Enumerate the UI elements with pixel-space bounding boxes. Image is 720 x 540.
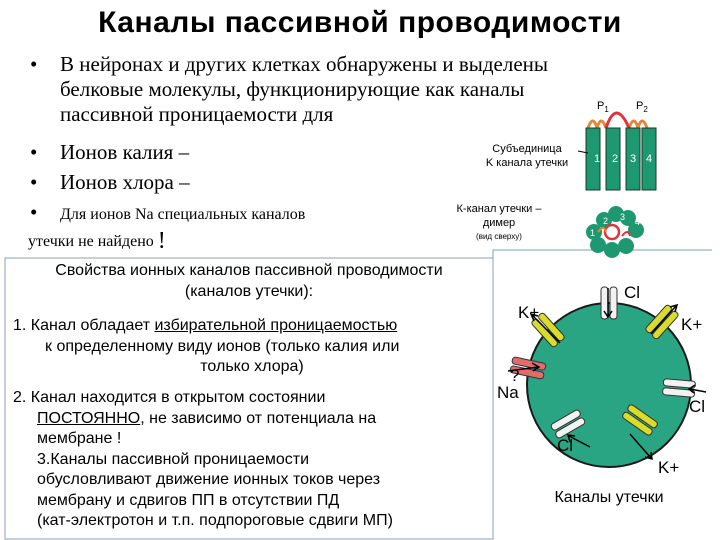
p2-loop [629,121,647,128]
bullet-chlorine-text: Ионов хлора – [60,170,190,194]
subunit-label-1: Субъединица [492,143,562,155]
p1-label: $P_1$ [597,100,609,114]
property-3-line-1: 3.Каналы пассивной проницаемости [37,450,310,468]
subunit-3-num: 3 [630,153,637,165]
bullet-sodium-text: Для ионов Na специальных каналов [60,206,306,223]
properties-header-line-1: Свойства ионных каналов пассивной проводимости [55,262,443,279]
channel-side-view [578,113,656,190]
intro-line-2: белковые молекулы, функционирующие как каналы [60,77,525,101]
property-1-underlined: избирательной проницаемостью [154,317,398,334]
top-label-3: (вид сверху) [476,232,522,241]
top-bead [604,242,620,258]
property-3-line-4: (кат-электротон и т.п. подпороговые сдвиги МП) [37,512,393,529]
top-num-1: 1 [590,228,596,238]
property-2-underlined: ПОСТОЯННО [37,409,141,427]
property-1-line-2: к определенному виду ионов (только калия или [45,337,400,355]
sodium-tail-text: утечки не найдено [28,233,154,250]
property-3-line-2: обусловливают движение ионных токов через [37,471,381,488]
ion-cl-right: Cl [689,397,706,416]
subunit-4-num: 4 [646,153,653,165]
property-2-prefix: 2. Канал находится [13,389,157,406]
property-2-line-3: мембране ! [37,430,122,447]
page-title: Каналы пассивной проводимости [98,6,622,39]
ion-k-topleft: K+ [518,303,540,322]
property-2-rest: в открытом состоянии [161,389,326,406]
intro-line-1-text: В нейронах и других клетках обнаружены и выделены [60,52,549,76]
ion-na: Na [497,383,519,402]
top-bead [590,237,606,253]
property-3-line-3: мембрану и сдвигов ПП в отсутствии ПД [37,491,340,509]
bullet-potassium-text: Ионов калия – [60,140,190,164]
top-pore [605,225,619,239]
ion-k-right: K+ [681,315,703,334]
top-label-1: К-канал утечки – [456,203,542,215]
ion-k-bottom: K+ [658,458,680,477]
properties-header-line-2: (каналов утечки): [184,283,314,300]
ion-cl-top: Cl [624,283,641,302]
p2-label: $P_2$ [636,100,648,114]
properties-panel [5,258,493,540]
bullet-dot: • [30,52,38,76]
ion-cl-bottom: Cl [557,436,574,455]
properties-header [5,260,493,302]
top-num-4: 4 [635,217,641,227]
top-num-2: 2 [603,216,609,226]
property-1-line-3: только хлора) [200,358,304,375]
selectivity-loop [606,113,629,128]
bullet-potassium: • Ионов калия – [30,140,190,164]
subunit-1-num: 1 [594,153,601,165]
top-label-2: димер [482,217,516,229]
subunit-label-2: K канала утечки [485,157,569,169]
property-1 [13,316,491,378]
top-loop [622,232,630,236]
p1-loop [588,121,606,128]
cell-caption: Каналы утечки [554,489,664,506]
property-2 [13,388,491,532]
exclaim-mark: ! [157,228,166,254]
property-1-prefix: 1. Канал обладает [13,317,151,334]
bullet-sodium: • Для ионов Na специальных каналов [30,200,306,224]
subunit-2-num: 2 [612,153,619,165]
bullet-chlorine: • Ионов хлора – [30,170,190,194]
top-num-3: 3 [620,212,626,222]
property-2-rest-2: , не зависимо от потенциала на [140,409,377,427]
intro-line-3: пассивной проницаемости для [60,102,334,126]
ion-na-question: ? [510,366,520,385]
top-bead [618,238,634,254]
